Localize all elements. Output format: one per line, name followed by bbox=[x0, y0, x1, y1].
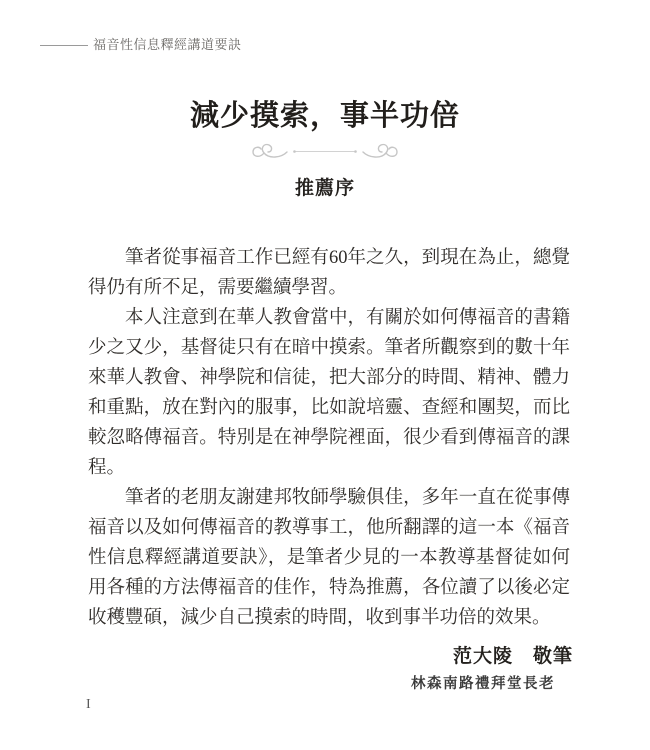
body-paragraph: 筆者的老朋友謝建邦牧師學驗俱佳，多年一直在從事傳福音以及如何傳福音的教導事工，他所翻譯的這一本《福音性信息釋經講道要訣》，是筆者少見的一本教導基督徒如何用各種的方法傳福音的佳作，特為推薦，各位讀了以後必定收穫豐碩，減少自己摸索的時間，收到事半功倍的效果。 bbox=[88, 488, 570, 628]
header-rule bbox=[40, 45, 88, 46]
signature-affiliation: 林森南路禮拜堂長老 bbox=[411, 676, 555, 692]
running-title: 福音性信息釋經講道要訣 bbox=[93, 37, 242, 52]
signature-name: 范大陵 敬筆 bbox=[452, 646, 573, 667]
scroll-flourish-icon bbox=[250, 141, 400, 163]
body-paragraph: 本人注意到在華人教會當中，有關於如何傳福音的書籍少之又少，基督徒只有在暗中摸索。筆者所觀察到的數十年來華人教會、神學院和信徒，把大部分的時間、精神、體力和重點，放在對內的服事，比如說培靈、查經和團契，而比較忽略傳福音。特別是在神學院裡面，很少看到傳福音的課程。 bbox=[88, 308, 570, 478]
running-header bbox=[0, 0, 650, 60]
chapter-title: 減少摸索，事半功倍 bbox=[189, 100, 460, 132]
preface-body bbox=[88, 243, 570, 633]
page-number: I bbox=[86, 697, 91, 712]
body-paragraph: 筆者從事福音工作已經有60年之久，到現在為止，總覺得仍有所不足，需要繼續學習。 bbox=[88, 248, 570, 298]
section-label: 推薦序 bbox=[294, 178, 355, 199]
